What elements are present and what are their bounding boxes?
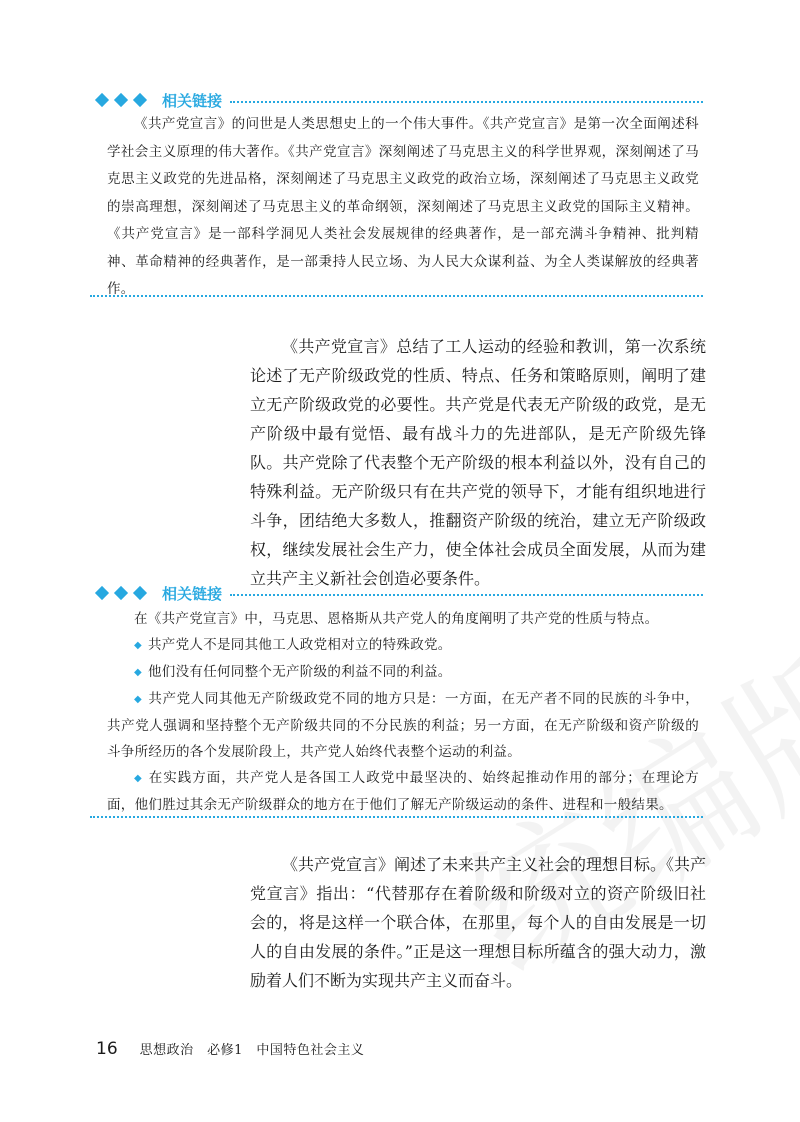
related-link-header-1 [97,90,703,110]
list-item: ◆ 他们没有任何同整个无产阶级的利益不同的利益。 [134,664,452,680]
diamond-bullet-icon: ◆ [134,773,143,784]
related-link-paragraph: 《共产党宣言》的问世是人类思想史上的一个伟大事件。《共产党宣言》是第一次全面阐述科学社会主义原理的伟大著作。《共产党宣言》深刻阐述了马克思主义的科学世界观，深刻阐述了马克思主义政党的先进品格，深刻阐述了马克思主义政党的政治立场，深刻阐述了马克思主义政党的崇高理想，深刻阐述了马克思主义的革命纲领，深刻阐述了马克思主义政党的国际主义精神。《共产党宣言》是一部科学洞见人类社会发展规律的经典著作，是一部充满斗争精神、批判精神、革命精神的经典著作，是一部秉持人民立场、为人民大众谋利益、为全人类谋解放的经典著作。 [107,116,699,297]
diamond-bullet-icon: ◆ [134,640,142,651]
diamond-bullet-icon: ◆ [134,694,143,705]
main-text-block-1 [250,332,706,593]
dotted-divider-bottom [90,295,703,297]
dotted-divider-bottom [90,816,703,818]
list-item: ◆ 在实践方面，共产党人是各国工人政党中最坚决的、始终起推动作用的部分；在理论方面，他们胜过其余无产阶级群众的地方在于他们了解无产阶级运动的条件、进程和一般结果。 [107,770,699,813]
page-number: 16 [96,1039,118,1059]
list-item: ◆ 共产党人不是同其他工人政党相对立的特殊政党。 [134,637,452,653]
related-link-title: 相关链接 [162,91,223,110]
diamond-bullets-icon [97,588,154,598]
related-link-title: 相关链接 [162,584,223,603]
related-link-box-1 [107,111,699,304]
diamond-bullets-icon [97,95,154,105]
related-link-header-2 [97,583,703,603]
related-link-intro: 在《共产党宣言》中，马克思、恩格斯从共产党人的角度阐明了共产党的性质与特点。 [134,611,659,627]
diamond-bullet-icon: ◆ [134,667,142,678]
book-title: 思想政治 必修1 中国特色社会主义 [139,1043,365,1058]
list-item: ◆ 共产党人同其他无产阶级政党不同的地方只是：一方面，在无产者不同的民族的斗争中，共产党人强调和坚持整个无产阶级共同的不分民族的利益；另一方面，在无产阶级和资产阶级的斗争所经历的各个发展阶段上，共产党人始终代表整个运动的利益。 [107,691,699,760]
dotted-divider [230,594,703,596]
main-paragraph: 《共产党宣言》总结了工人运动的经验和教训，第一次系统论述了无产阶级政党的性质、特点、任务和策略原则，阐明了建立无产阶级政党的必要性。共产党是代表无产阶级的政党，是无产阶级中最有觉悟、最有战斗力的先进部队，是无产阶级先锋队。共产党除了代表整个无产阶级的根本利益以外，没有自己的特殊利益。无产阶级只有在共产党的领导下，才能有组织地进行斗争，团结绝大多数人，推翻资产阶级的统治，建立无产阶级政权，继续发展社会生产力，使全体社会成员全面发展，从而为建立共产主义新社会创造必要条件。 [250,337,706,588]
main-text-block-2 [250,850,706,995]
dotted-divider [230,101,703,103]
main-paragraph: 《共产党宣言》阐述了未来共产主义社会的理想目标。《共产党宣言》指出：“代替那存在着阶级和阶级对立的资产阶级旧社会的，将是这样一个联合体，在那里，每个人的自由发展是一切人的自由发展的条件。”正是这一理想目标所蕴含的强大动力，激励着人们不断为实现共产主义而奋斗。 [250,855,707,990]
related-link-box-2 [107,606,699,818]
page-footer [96,1039,364,1063]
